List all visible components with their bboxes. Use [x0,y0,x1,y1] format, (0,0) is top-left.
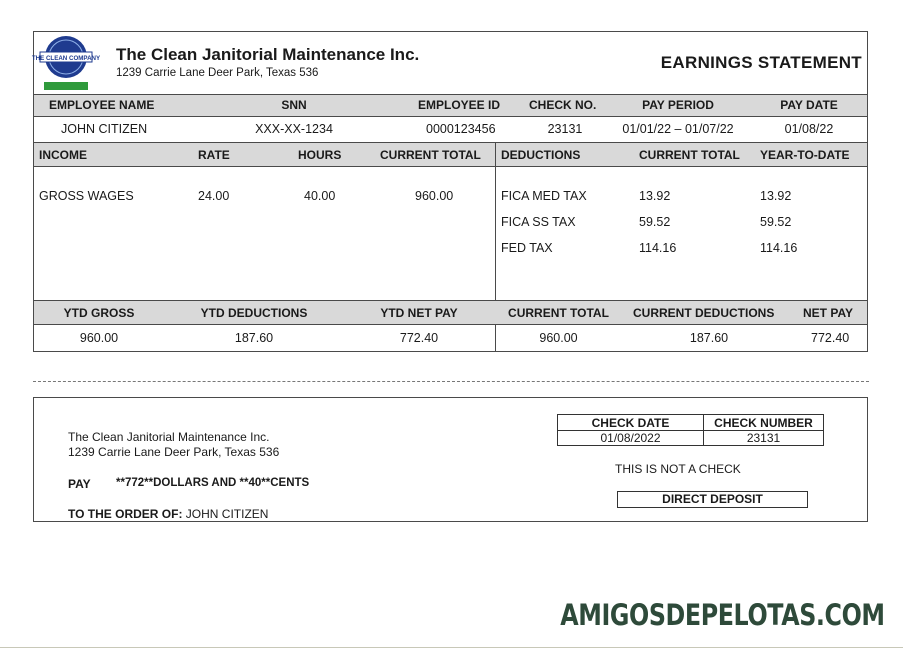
ytd-deductions-header: YTD DEDUCTIONS [200,306,308,320]
company-logo-icon [31,35,101,91]
deduction-current: 13.92 [639,189,671,203]
not-a-check-notice: THIS IS NOT A CHECK [615,462,741,476]
direct-deposit-box: DIRECT DEPOSIT [617,491,808,508]
deduction-current: 114.16 [639,241,677,255]
current-deductions-value: 187.60 [689,331,729,345]
rate-header: RATE [198,148,230,162]
ssn-value: XXX-XX-1234 [255,122,333,136]
income-current-total-header: CURRENT TOTAL [380,148,481,162]
pay-period-value: 01/01/22 – 01/07/22 [622,122,734,136]
check-info-table [557,414,824,446]
company-name: The Clean Janitorial Maintenance Inc. [116,45,420,64]
pay-date-value: 01/08/22 [784,122,834,136]
earnings-statement [33,31,868,352]
pay-label: PAY [68,477,91,491]
ytd-gross-header: YTD GROSS [63,306,135,320]
employee-name-header: EMPLOYEE NAME [49,98,155,112]
pay-date-header: PAY DATE [780,98,838,112]
employee-name-value: JOHN CITIZEN [61,122,148,136]
pay-period-header: PAY PERIOD [642,98,714,112]
ytd-deductions-value: 187.60 [234,331,274,345]
deduction-ytd: 59.52 [760,215,792,229]
deduction-ytd: 114.16 [760,241,798,255]
statement-title: EARNINGS STATEMENT [660,53,862,72]
employee-id-value: 0000123456 [426,122,496,136]
check-no-value: 23131 [547,122,583,136]
net-pay-value: 772.40 [811,331,850,345]
company-address: 1239 Carrie Lane Deer Park, Texas 536 [116,67,319,79]
ytd-gross-value: 960.00 [79,331,119,345]
check-company-name: The Clean Janitorial Maintenance Inc. [68,430,270,444]
income-header: INCOME [39,148,87,162]
income-current-total: 960.00 [415,189,454,203]
current-deductions-header: CURRENT DEDUCTIONS [633,306,775,320]
order-line [68,507,268,521]
ssn-header: SNN [281,98,307,112]
pay-amount: **772**DOLLARS AND **40**CENTS [116,477,310,489]
deduction-label: FICA SS TAX [501,215,576,229]
summary-current-total-value: 960.00 [539,331,578,345]
deduction-ytd: 13.92 [760,189,792,203]
deduction-label: FED TAX [501,241,553,255]
income-label: GROSS WAGES [39,189,134,203]
deductions-current-total-header: CURRENT TOTAL [639,148,740,162]
bottom-rule [0,647,903,648]
ytd-net-pay-value: 772.40 [399,331,439,345]
net-pay-header: NET PAY [803,306,854,320]
hours-header: HOURS [298,148,342,162]
tear-line [33,381,869,382]
logo-text: THE CLEAN COMPANY [31,55,101,62]
summary-current-total-header: CURRENT TOTAL [508,306,609,320]
check-number-value: 23131 [746,431,781,445]
deductions-header: DEDUCTIONS [501,148,581,162]
employee-id-header: EMPLOYEE ID [418,98,501,112]
watermark: AMIGOSDEPELOTAS.COM [560,598,885,632]
income-rate: 24.00 [198,189,230,203]
order-name: JOHN CITIZEN [185,507,269,521]
check-no-header: CHECK NO. [529,98,597,112]
order-label: TO THE ORDER OF: [68,507,183,521]
check-date-value: 01/08/2022 [600,431,661,445]
check-stub [33,397,868,522]
income-hours: 40.00 [304,189,336,203]
deduction-current: 59.52 [639,215,671,229]
check-company-address: 1239 Carrie Lane Deer Park, Texas 536 [68,445,280,459]
check-number-header: CHECK NUMBER [714,416,813,430]
ytd-header: YEAR-TO-DATE [760,148,850,162]
ytd-net-pay-header: YTD NET PAY [380,306,458,320]
deduction-label: FICA MED TAX [501,189,587,203]
check-date-header: CHECK DATE [591,416,670,430]
